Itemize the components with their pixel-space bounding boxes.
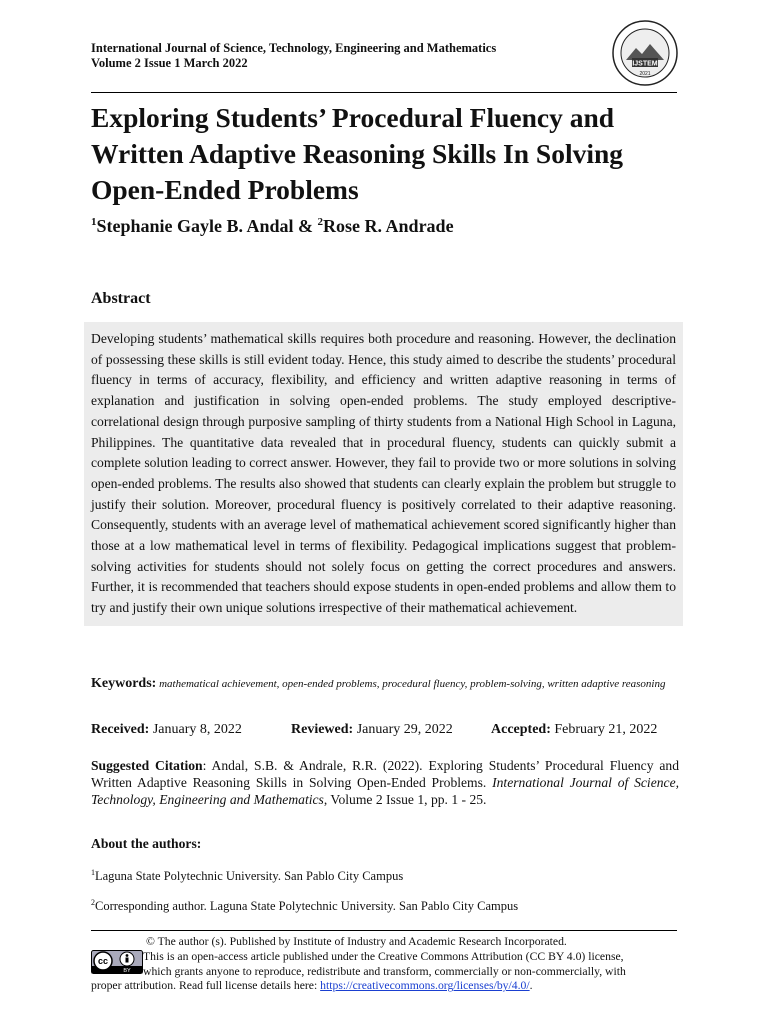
- affiliation-2: $^2$Corresponding author. Laguna State Polytechnic University. San Pablo City Campus: [91, 898, 519, 914]
- citation-label: Suggested Citation: [91, 758, 203, 773]
- suggested-citation: [91, 757, 679, 808]
- citation-journal: International Journal of Science, Technology, Engineering and Mathematics: [91, 775, 679, 807]
- cc-badge-text: cc: [97, 956, 109, 966]
- header-rule: [91, 92, 677, 93]
- about-authors-heading: About the authors:: [91, 836, 202, 851]
- author1-marker: 1: [91, 216, 97, 228]
- citation-text: : Andal, S.B. & Andrale, R.R. (2022). Exploring Students’ Procedural Fluency and Written Adaptive Reasoning Skills in Solving Open-Ended Problems.: [91, 758, 679, 790]
- license-line-3: which grants anyone to reproduce, redistribute and transform, commercially or non-commercially, with: [143, 964, 626, 978]
- keywords-label: Keywords:: [91, 676, 157, 691]
- journal-header: [91, 41, 496, 71]
- svg-text:2021: 2021: [639, 71, 651, 77]
- author2-name: Rose R. Andrade: [323, 216, 454, 236]
- svg-text:IJSTEM: IJSTEM: [632, 60, 658, 68]
- citation-tail: , Volume 2 Issue 1, pp. 1 - 25.: [323, 792, 487, 807]
- accepted-date: Accepted: February 21, 2022: [491, 722, 658, 737]
- abstract-text: Developing students’ mathematical skills requires both procedure and reasoning. However, the declination of possessing these skills is still evident today. Hence, this study aimed to describe the students’ procedural fluency in terms of accuracy, flexibility, and efficiency and written adaptive reasoning in terms of explanation and justification in solving open-ended problems. The study employed descriptive-correlational design through purposive sampling of thirty students from a National High School in Laguna, Philippines. The quantitative data revealed that in procedural fluency, students can quickly submit a complete solution leading to correct answer. However, they fail to provide two or more solutions in solving open-ended problems. The results also showed that students can clearly explain the problem but struggle to justify their solution. Moreover, procedural fluency is positively correlated to their adaptive reasoning. Consequently, students with an average level of mathematical achievement scored significantly higher than those at a low mathematical level in terms of flexibility. Pedagogical implications suggest that problem-solving activities for students should not solely focus on getting the correct procedures and answers. Further, it is recommended that teachers should expose students in open-ended problems and allow them to try and justify their own unique solutions irrespective of their mathematical achievement.: [84, 322, 683, 626]
- paper-title: Exploring Students’ Procedural Fluency and Written Adaptive Reasoning Skills In Solving Open-Ended Problems: [91, 102, 624, 205]
- license-notice: [91, 935, 679, 994]
- journal-name: International Journal of Science, Technology, Engineering and Mathematics: [91, 41, 497, 55]
- license-link[interactable]: https://creativecommons.org/licenses/by/4.0/: [320, 979, 530, 993]
- license-line-4: proper attribution. Read full license details here: https://creativecommons.org/licenses/by/4.0/.: [91, 979, 533, 993]
- footer-rule: [91, 930, 677, 931]
- keywords-text: mathematical achievement, open-ended problems, procedural fluency, problem-solving, written adaptive reasoning: [159, 678, 666, 690]
- affiliation-1: $^1$Laguna State Polytechnic University. San Pablo City Campus: [91, 868, 404, 884]
- journal-issue: Volume 2 Issue 1 March 2022: [91, 56, 248, 70]
- abstract-heading: Abstract: [91, 290, 151, 307]
- author-line: [91, 216, 454, 237]
- license-line-2: This is an open-access article published under the Creative Commons Attribution (CC BY 4.0) license,: [143, 949, 624, 963]
- by-badge-text: BY: [123, 968, 131, 974]
- keywords: [91, 676, 679, 692]
- received-date: Received: January 8, 2022: [91, 722, 242, 737]
- journal-seal-logo: [612, 20, 678, 86]
- author1-name: Stephanie Gayle B. Andal &: [96, 216, 318, 236]
- reviewed-date: Reviewed: January 29, 2022: [291, 722, 453, 737]
- author2-marker: 2: [317, 216, 324, 228]
- license-line-1: © The author (s). Published by Institute of Industry and Academic Research Incorporated.: [146, 935, 567, 948]
